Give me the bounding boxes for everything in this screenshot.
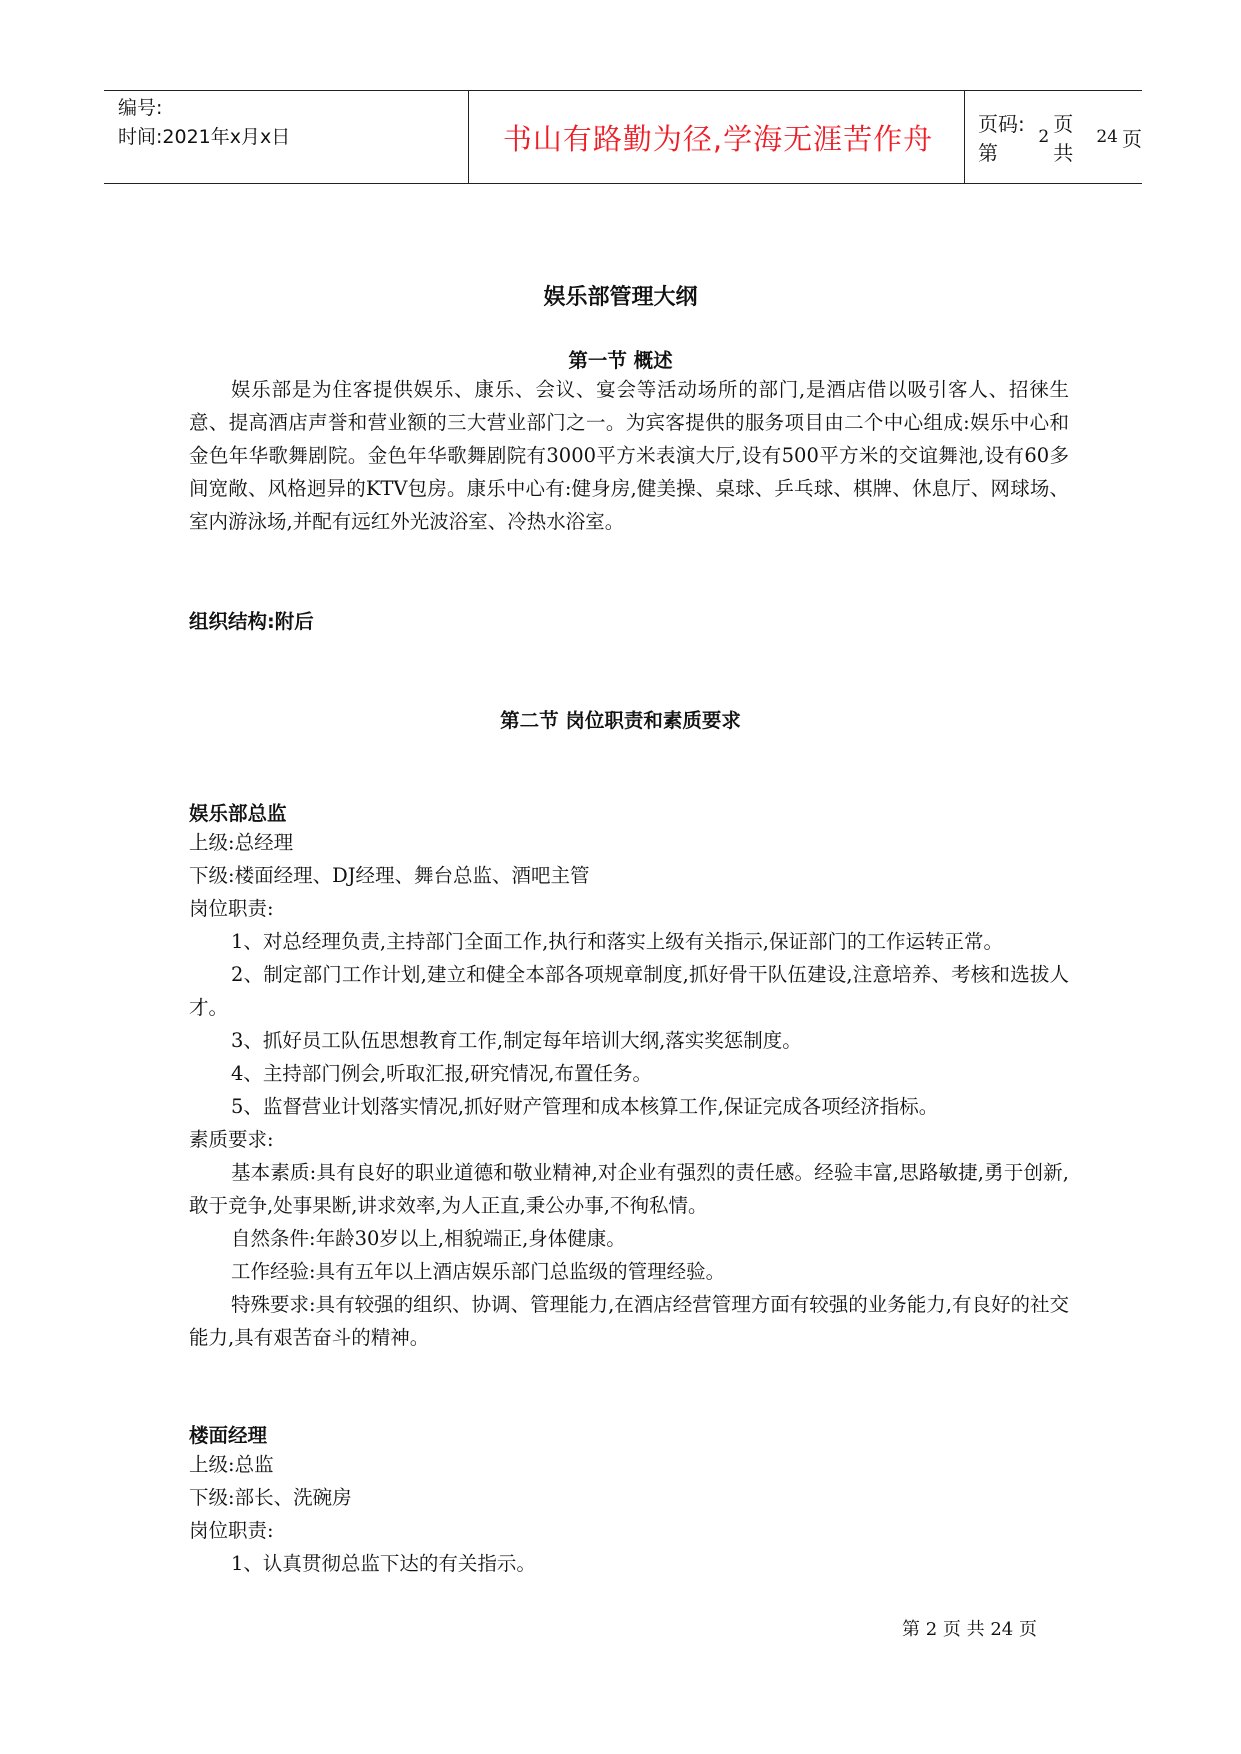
org-structure: 组织结构:附后 xyxy=(189,610,314,633)
director-quality-1: 基本素质:具有良好的职业道德和敬业精神,对企业有强烈的责任感。经验丰富,思路敏捷,勇于创新,敢于竞争,处事果断,讲求效率,为人正直,秉公办事,不徇私情。 xyxy=(189,1161,1069,1217)
director-subordinate: 下级:楼面经理、DJ经理、舞台总监、酒吧主管 xyxy=(189,864,590,887)
intro-block xyxy=(189,373,1069,538)
floor-manager-subordinate: 下级:部长、洗碗房 xyxy=(189,1486,352,1509)
page-suffix: 页 xyxy=(1122,126,1142,151)
director-quality-2: 自然条件:年龄30岁以上,相貌端正,身体健康。 xyxy=(231,1227,626,1250)
document-title: 娱乐部管理大纲 xyxy=(543,285,698,310)
number-label: 编号: xyxy=(118,97,163,119)
page-prefix: 页码:第 xyxy=(978,112,1025,165)
director-title: 娱乐部总监 xyxy=(189,802,287,825)
time-label: 时间:2021年x月x日 xyxy=(118,126,291,148)
page-mid: 页 共 xyxy=(1053,112,1074,165)
header-meta xyxy=(118,94,290,152)
director-duty-5: 5、监督营业计划落实情况,抓好财产管理和成本核算工作,保证完成各项经济指标。 xyxy=(231,1095,939,1118)
section-2-title: 第二节 岗位职责和素质要求 xyxy=(500,709,741,732)
header-motto: 书山有路勤为径,学海无涯苦作舟 xyxy=(502,121,934,156)
floor-manager-superior: 上级:总监 xyxy=(189,1453,274,1476)
director-quality-label: 素质要求: xyxy=(189,1128,274,1151)
page-total: 24 xyxy=(1096,127,1118,147)
director-duty-1: 1、对总经理负责,主持部门全面工作,执行和落实上级有关指示,保证部门的工作运转正常。 xyxy=(231,930,1004,953)
page-number: 2 xyxy=(1038,127,1050,147)
director-superior: 上级:总经理 xyxy=(189,831,294,854)
director-quality-4: 特殊要求:具有较强的组织、协调、管理能力,在酒店经营管理方面有较强的业务能力,有良好的社交能力,具有艰苦奋斗的精神。 xyxy=(189,1293,1069,1349)
page-header xyxy=(104,90,1142,184)
director-duty-3: 3、抓好员工队伍思想教育工作,制定每年培训大纲,落实奖惩制度。 xyxy=(231,1029,802,1052)
floor-manager-title: 楼面经理 xyxy=(189,1424,268,1447)
director-duty-2: 2、制定部门工作计划,建立和健全本部各项规章制度,抓好骨干队伍建设,注意培养、考核和选拔人才。 xyxy=(189,963,1069,1019)
director-duty-4: 4、主持部门例会,听取汇报,研究情况,布置任务。 xyxy=(231,1062,653,1085)
director-duties-label: 岗位职责: xyxy=(189,897,274,920)
page-footer: 第 2 页 共 24 页 xyxy=(902,1619,1037,1640)
director-quality-3: 工作经验:具有五年以上酒店娱乐部门总监级的管理经验。 xyxy=(231,1260,726,1283)
section-1-title: 第一节 概述 xyxy=(568,349,673,372)
header-page-info xyxy=(978,91,1142,183)
director-block xyxy=(189,826,1069,1354)
floor-manager-block xyxy=(189,1448,1069,1580)
header-divider-right xyxy=(964,91,965,183)
floor-manager-duty-1: 1、认真贯彻总监下达的有关指示。 xyxy=(231,1552,536,1575)
floor-manager-duties-label: 岗位职责: xyxy=(189,1519,274,1542)
intro-paragraph: 娱乐部是为住客提供娱乐、康乐、会议、宴会等活动场所的部门,是酒店借以吸引客人、招徕生意、提高酒店声誉和营业额的三大营业部门之一。为宾客提供的服务项目由二个中心组成:娱乐中心和金色年华歌舞剧院。金色年华歌舞剧院有3000平方米表演大厅,设有500平方米的交谊舞池,设有60多间宽敞、风格迥异的KTV包房。康乐中心有:健身房,健美操、桌球、乒乓球、棋牌、休息厅、网球场、室内游泳场,并配有远红外光波浴室、冷热水浴室。 xyxy=(189,378,1069,533)
header-divider-left xyxy=(468,91,469,183)
